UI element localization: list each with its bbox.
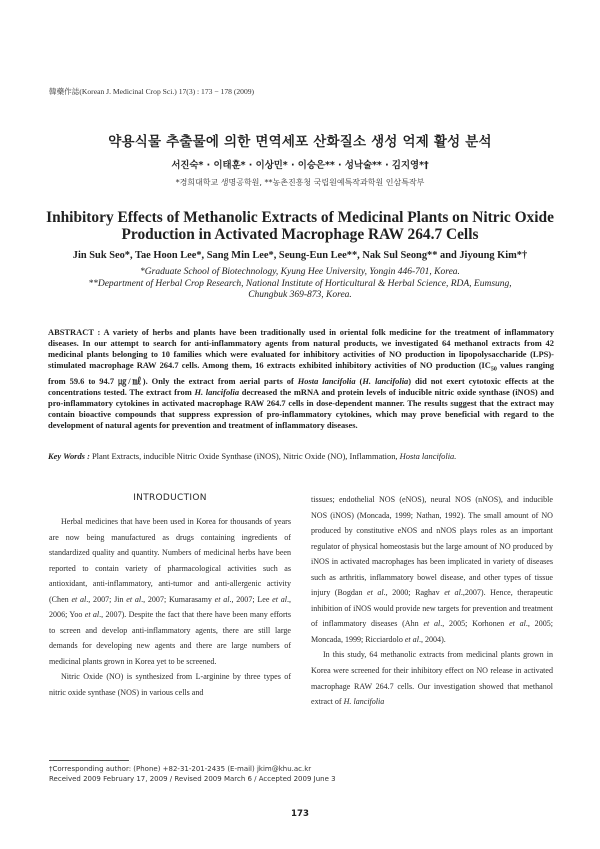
section-heading-introduction: INTRODUCTION	[133, 493, 207, 503]
affiliation-2: **Department of Herbal Crop Research, National Institute of Horticultural & Herbal Science, RDA, Eumsung,	[88, 278, 512, 289]
abstract-label: ABSTRACT :	[48, 327, 101, 337]
affiliation-1: *Graduate School of Biotechnology, Kyung Hee University, Yongin 446-701, Korea.	[140, 267, 460, 277]
korean-affiliation: *경희대학교 생명공학원, **농촌진흥청 국립원예특작과학원 인삼특작부	[175, 178, 425, 187]
footnote	[49, 764, 336, 784]
english-title-line-1: Inhibitory Effects of Methanolic Extracts of Medicinal Plants on Nitric Oxide	[46, 209, 554, 226]
intro-paragraph-2-continued: tissues; endothelial NOS (eNOS), neural NOS (nNOS), and inducible NOS (iNOS) (Moncada, 1999; Nathan, 1992). The small amount of NO produced by constitutive eNOS and nNOS plays roles as an important regulator of physical homeostasis but the large amount of NO produced by iNOS in activated macrophages has been implicated in variety of diseases such as arthritis, inflammatory bowel disease, and other types of tissue injury (Bogdan et al., 2000; Raghav et al.,2007). Hence, therapeutic inhibition of iNOS would provide new targets for prevention and treatment of inflammatory diseases (Ahn et al., 2005; Korhonen et al., 2005; Moncada, 1999; Ricciardolo et al., 2004).	[311, 495, 554, 644]
intro-paragraph-1: Herbal medicines that have been used in Korea for thousands of years are now being manufactured as drugs containing ingredients of standardized quality and quantity. Numbers of medicinal herbs have been reported to contain variety of pharmacological activities such as antioxidant, anti-inflammatory, anti-tumor and anti-allergenic activity (Chen et al., 2007; Jin et al., 2007; Kumarasamy et al., 2007; Lee et al., 2006; Yoo et al., 2007). Despite the fact that there have been many efforts to screen and develop anti-inflammatory agents, there are still large demands for developing new agents and there are large numbers of medicinal plants grown in Korea yet to be screened.	[49, 517, 292, 666]
korean-title: 약용식물 추출물에 의한 면역세포 산화질소 생성 억제 활성 분석	[108, 134, 492, 150]
english-title-line-2: Production in Activated Macrophage RAW 264.7 Cells	[121, 226, 479, 243]
english-title	[30, 209, 570, 243]
right-column	[311, 492, 553, 710]
keywords-label: Key Words :	[48, 451, 90, 461]
footnote-divider	[49, 760, 129, 761]
intro-paragraph-3: In this study, 64 methanolic extracts from medicinal plants grown in Korea were screened for their inhibitory effect on NO release in activated macrophage RAW 264.7 cells. Our investigation showed that methanol extract of H. lancifolia	[311, 650, 553, 707]
key-words: Key Words : Plant Extracts, inducible Nitric Oxide Synthase (iNOS), Nitric Oxide (NO), Inflammation, Hosta lancifolia.	[48, 451, 457, 461]
abstract: ABSTRACT : A variety of herbs and plants have been traditionally used in oriental folk medicine for the treatment of inflammatory diseases. In our attempt to search for anti-inflammatory agents from natural products, we investigated 64 methanol extracts from 42 medicinal plants belonging to 10 families which were evaluated for inhibitory activities of NO production in lipopolysaccharide (LPS)-stimulated macrophage RAW 264.7 cells. Among them, 16 extracts exhibited inhibitory activities of NO production ($IC_{50}$ values ranging from 59.6 to 94.7 ㎍/㎖). Only the extract from aerial parts of Hosta lancifolia (H. lancifolia) did not exert cytotoxic effects at the concentrations tested. The extract from H. lancifolia decreased the mRNA and protein levels of inducible nitric oxide synthase (iNOS) and pro-inflammatory cytokines in activated macrophage RAW 264.7 cells in dose-dependent manner. The results suggest that the extract may contain bioactive compounds that suppress expression of pro-inflammatory cytokines, which may prove beneficial with regard to the development of natural agents for prevention and treatment of inflammatory diseases.	[48, 327, 555, 431]
english-affiliations	[60, 267, 540, 302]
page-number: 173	[291, 809, 309, 819]
english-authors: Jin Suk Seo*, Tae Hoon Lee*, Sang Min Lee*, Seung-Eun Lee**, Nak Sul Seong** and Jiyoung Kim*†	[72, 250, 528, 261]
affiliation-3: Chungbuk 369-873, Korea.	[248, 290, 352, 301]
corresponding-author: †Corresponding author: (Phone) +82-31-201-2435 (E-mail) jkim@khu.ac.kr	[49, 765, 312, 773]
korean-authors: 서진숙* · 이태훈* · 이상민* · 이승은** · 성낙술** · 김지영*†	[171, 160, 429, 171]
received-dates: Received 2009 February 17, 2009 / Revised 2009 March 6 / Accepted 2009 June 3	[49, 775, 336, 783]
journal-citation: 韓藥作誌(Korean J. Medicinal Crop Sci.) 17(3) : 173 − 178 (2009)	[49, 87, 255, 96]
intro-paragraph-2: Nitric Oxide (NO) is synthesized from L-arginine by three types of nitric oxide synthase (NOS) in various cells and	[49, 672, 291, 698]
left-column	[49, 492, 291, 701]
